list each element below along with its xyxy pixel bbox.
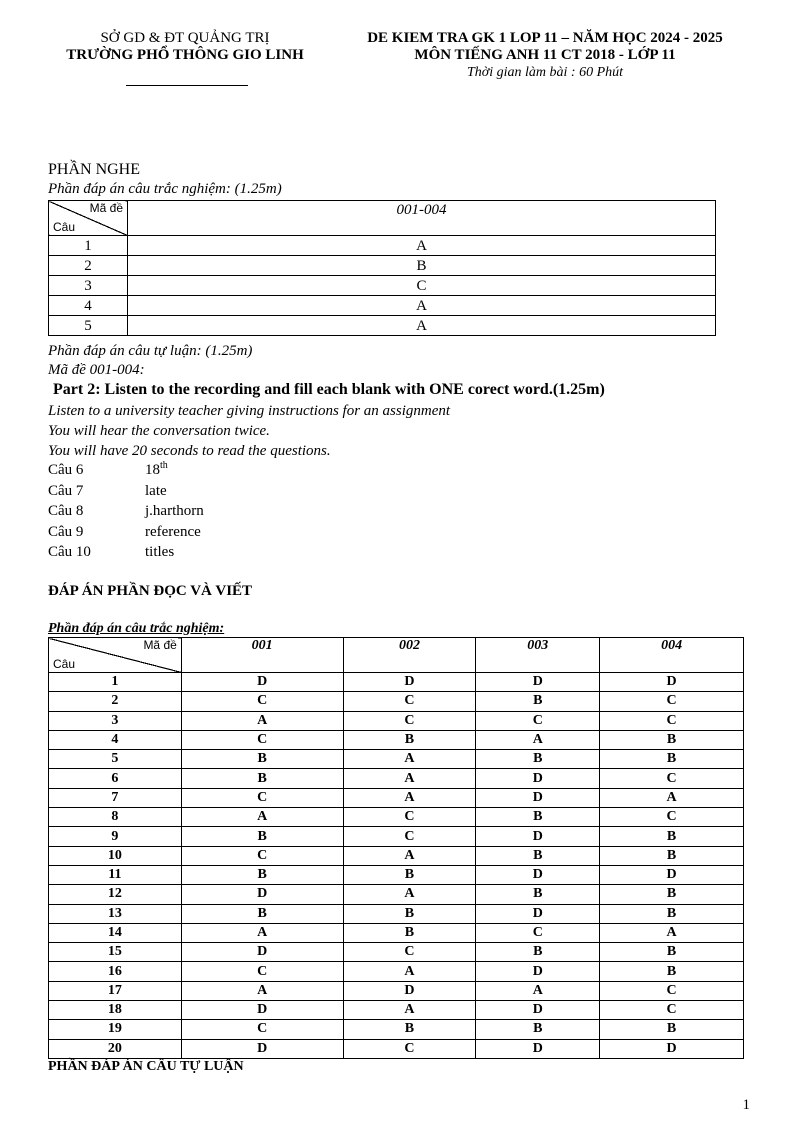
table-row — [49, 962, 744, 981]
answer-cell: D — [181, 1001, 343, 1020]
answer-cell: B — [476, 943, 600, 962]
answer-value: late — [145, 483, 167, 499]
question-number: 16 — [49, 962, 182, 981]
question-number: 17 — [49, 981, 182, 1000]
answer-cell: D — [343, 981, 476, 1000]
answer-cell: B — [181, 904, 343, 923]
answer-cell: B — [343, 923, 476, 942]
question-label: Câu 9 — [48, 524, 84, 540]
question-number: 3 — [49, 276, 128, 296]
question-number: 3 — [49, 711, 182, 730]
answer-cell: B — [600, 1020, 744, 1039]
table-row — [49, 692, 744, 711]
part2-title: Part 2: Listen to the recording and fill each blank with ONE corect word.(1.25m) — [53, 381, 605, 398]
exam-code-header: 001 — [181, 638, 343, 673]
answer-cell: C — [600, 711, 744, 730]
answer-cell: D — [181, 1039, 343, 1058]
listening-essay-caption: Phần đáp án câu tự luận: (1.25m) — [48, 343, 253, 359]
reading-mc-caption: Phần đáp án câu trắc nghiệm: — [48, 621, 225, 636]
answer-cell: D — [600, 865, 744, 884]
listening-answer-row — [48, 502, 204, 520]
answer-cell: D — [181, 943, 343, 962]
ma-de-label: Mã đề — [143, 638, 177, 652]
question-number: 20 — [49, 1039, 182, 1058]
answer-cell: C — [343, 943, 476, 962]
table-row — [49, 923, 744, 942]
answer-cell: D — [476, 1039, 600, 1058]
header-divider — [126, 85, 248, 86]
question-number: 1 — [49, 673, 182, 692]
answer-cell: A — [600, 788, 744, 807]
question-number: 1 — [49, 236, 128, 256]
question-number: 4 — [49, 730, 182, 749]
reading-section-title: ĐÁP ÁN PHẦN ĐỌC VÀ VIẾT — [48, 583, 253, 599]
answer-cell: D — [343, 673, 476, 692]
answer-cell: A — [128, 316, 716, 336]
answer-cell: C — [181, 846, 343, 865]
table-row — [49, 885, 744, 904]
question-number: 8 — [49, 808, 182, 827]
table-row — [49, 788, 744, 807]
school-name: TRƯỜNG PHỔ THÔNG GIO LINH — [66, 47, 304, 63]
cau-label: Câu — [53, 657, 76, 671]
answer-cell: B — [343, 1020, 476, 1039]
table-row — [49, 769, 744, 788]
answer-cell: B — [181, 750, 343, 769]
question-number: 5 — [49, 316, 128, 336]
table-row — [49, 981, 744, 1000]
answer-value: j.harthorn — [145, 503, 204, 519]
answer-cell: C — [600, 808, 744, 827]
listening-section-title: PHẦN NGHE — [48, 161, 140, 178]
listening-answer-table — [48, 200, 716, 336]
exam-code-header: 004 — [600, 638, 744, 673]
listening-essay-code: Mã đề 001-004: — [48, 362, 145, 378]
table-row — [49, 846, 744, 865]
cau-label: Câu — [53, 220, 76, 234]
exam-code-header: 002 — [343, 638, 476, 673]
question-number: 19 — [49, 1020, 182, 1039]
answer-cell: B — [600, 885, 744, 904]
question-number: 11 — [49, 865, 182, 884]
answer-cell: C — [181, 788, 343, 807]
part2-instruction-1: Listen to a university teacher giving instructions for an assignment — [48, 403, 451, 419]
answer-cell: B — [343, 904, 476, 923]
answer-cell: A — [343, 769, 476, 788]
answer-cell: B — [476, 885, 600, 904]
answer-cell: D — [600, 673, 744, 692]
question-number: 2 — [49, 256, 128, 276]
answer-cell: B — [128, 256, 716, 276]
answer-cell: C — [600, 1001, 744, 1020]
answer-cell: D — [476, 673, 600, 692]
question-number: 9 — [49, 827, 182, 846]
answer-cell: D — [476, 962, 600, 981]
listening-mc-caption: Phần đáp án câu trắc nghiệm: (1.25m) — [48, 181, 282, 197]
answer-cell: A — [343, 885, 476, 904]
answer-cell: D — [476, 788, 600, 807]
exam-duration: Thời gian làm bài : 60 Phút — [466, 65, 624, 80]
answer-superscript: th — [160, 460, 168, 471]
question-label: Câu 7 — [48, 483, 84, 499]
answer-cell: A — [181, 923, 343, 942]
answer-cell: B — [343, 865, 476, 884]
answer-cell: A — [600, 923, 744, 942]
department-name: SỞ GD & ĐT QUẢNG TRỊ — [100, 30, 270, 46]
answer-value: reference — [145, 524, 201, 540]
school-header — [40, 30, 330, 64]
question-number: 13 — [49, 904, 182, 923]
table-row — [49, 808, 744, 827]
answer-cell: B — [600, 904, 744, 923]
table-row — [49, 943, 744, 962]
page-number: 1 — [742, 1097, 750, 1113]
answer-cell: D — [600, 1039, 744, 1058]
answer-cell: C — [181, 692, 343, 711]
answer-cell: B — [600, 827, 744, 846]
table-row — [49, 673, 744, 692]
answer-cell: B — [600, 962, 744, 981]
answer-cell: B — [476, 750, 600, 769]
part2-instruction-2: You will hear the conversation twice. — [48, 423, 270, 439]
answer-value: 18 — [145, 462, 160, 478]
answer-cell: C — [600, 769, 744, 788]
question-number: 15 — [49, 943, 182, 962]
question-number: 12 — [49, 885, 182, 904]
answer-cell: D — [476, 1001, 600, 1020]
question-number: 6 — [49, 769, 182, 788]
exam-code-header: 003 — [476, 638, 600, 673]
question-label: Câu 10 — [48, 544, 91, 560]
answer-cell: A — [128, 296, 716, 316]
question-number: 5 — [49, 750, 182, 769]
answer-cell: A — [343, 846, 476, 865]
answer-cell: A — [181, 808, 343, 827]
answer-cell: D — [181, 885, 343, 904]
answer-cell: C — [476, 711, 600, 730]
answer-cell: A — [343, 788, 476, 807]
answer-cell: B — [476, 808, 600, 827]
listening-answer-row — [48, 461, 168, 479]
answer-cell: C — [343, 827, 476, 846]
answer-cell: B — [181, 769, 343, 788]
question-number: 7 — [49, 788, 182, 807]
answer-cell: A — [343, 750, 476, 769]
answer-cell: C — [343, 711, 476, 730]
table-row — [49, 1020, 744, 1039]
answer-cell: B — [181, 865, 343, 884]
answer-cell: D — [181, 673, 343, 692]
table-row — [49, 750, 744, 769]
answer-value: titles — [145, 544, 175, 560]
answer-cell: B — [600, 943, 744, 962]
answer-cell: C — [181, 1020, 343, 1039]
answer-cell: C — [181, 962, 343, 981]
subject-title: MÔN TIẾNG ANH 11 CT 2018 - LỚP 11 — [414, 47, 676, 63]
answer-cell: A — [181, 711, 343, 730]
answer-cell: B — [343, 730, 476, 749]
table-row — [49, 1039, 744, 1058]
answer-cell: A — [181, 981, 343, 1000]
answer-cell: C — [128, 276, 716, 296]
table-row — [49, 1001, 744, 1020]
answer-cell: B — [476, 692, 600, 711]
listening-answer-row — [48, 523, 201, 541]
answer-cell: B — [600, 750, 744, 769]
answer-cell: A — [128, 236, 716, 256]
table-row — [49, 827, 744, 846]
question-number: 18 — [49, 1001, 182, 1020]
listening-answer-row — [48, 482, 167, 500]
answer-cell: A — [476, 981, 600, 1000]
table-row — [49, 296, 716, 316]
question-label: Câu 8 — [48, 503, 84, 519]
table-row — [49, 256, 716, 276]
answer-cell: B — [476, 846, 600, 865]
table-row — [49, 730, 744, 749]
answer-cell: C — [600, 981, 744, 1000]
answer-cell: C — [476, 923, 600, 942]
answer-cell: A — [343, 962, 476, 981]
answer-cell: C — [343, 1039, 476, 1058]
part2-instruction-3: You will have 20 seconds to read the questions. — [48, 443, 331, 459]
answer-cell: A — [476, 730, 600, 749]
table-row — [49, 316, 716, 336]
question-number: 14 — [49, 923, 182, 942]
essay-section-title: PHẦN ĐÁP ÁN CÂU TỰ LUẬN — [48, 1059, 244, 1074]
answer-cell: C — [600, 692, 744, 711]
answer-cell: C — [181, 730, 343, 749]
question-label: Câu 6 — [48, 462, 84, 478]
table-corner-cell — [49, 201, 128, 236]
answer-cell: D — [476, 904, 600, 923]
answer-cell: C — [343, 692, 476, 711]
ma-de-label: Mã đề — [89, 201, 123, 215]
exam-code-header: 001-004 — [128, 201, 716, 236]
reading-answer-table — [48, 637, 744, 1059]
answer-cell: C — [343, 808, 476, 827]
answer-cell: B — [600, 730, 744, 749]
question-number: 10 — [49, 846, 182, 865]
table-row — [49, 865, 744, 884]
answer-cell: D — [476, 769, 600, 788]
answer-cell: D — [476, 827, 600, 846]
table-row — [49, 904, 744, 923]
question-number: 2 — [49, 692, 182, 711]
listening-answer-row — [48, 543, 174, 561]
exam-title: DE KIEM TRA GK 1 LOP 11 – NĂM HỌC 2024 - 2025 — [367, 30, 723, 46]
table-row — [49, 236, 716, 256]
table-row — [49, 711, 744, 730]
question-number: 4 — [49, 296, 128, 316]
answer-cell: B — [600, 846, 744, 865]
answer-cell: A — [343, 1001, 476, 1020]
table-row — [49, 276, 716, 296]
answer-cell: B — [476, 1020, 600, 1039]
table-corner-cell — [49, 638, 182, 673]
answer-cell: B — [181, 827, 343, 846]
answer-cell: D — [476, 865, 600, 884]
exam-header — [340, 30, 750, 81]
